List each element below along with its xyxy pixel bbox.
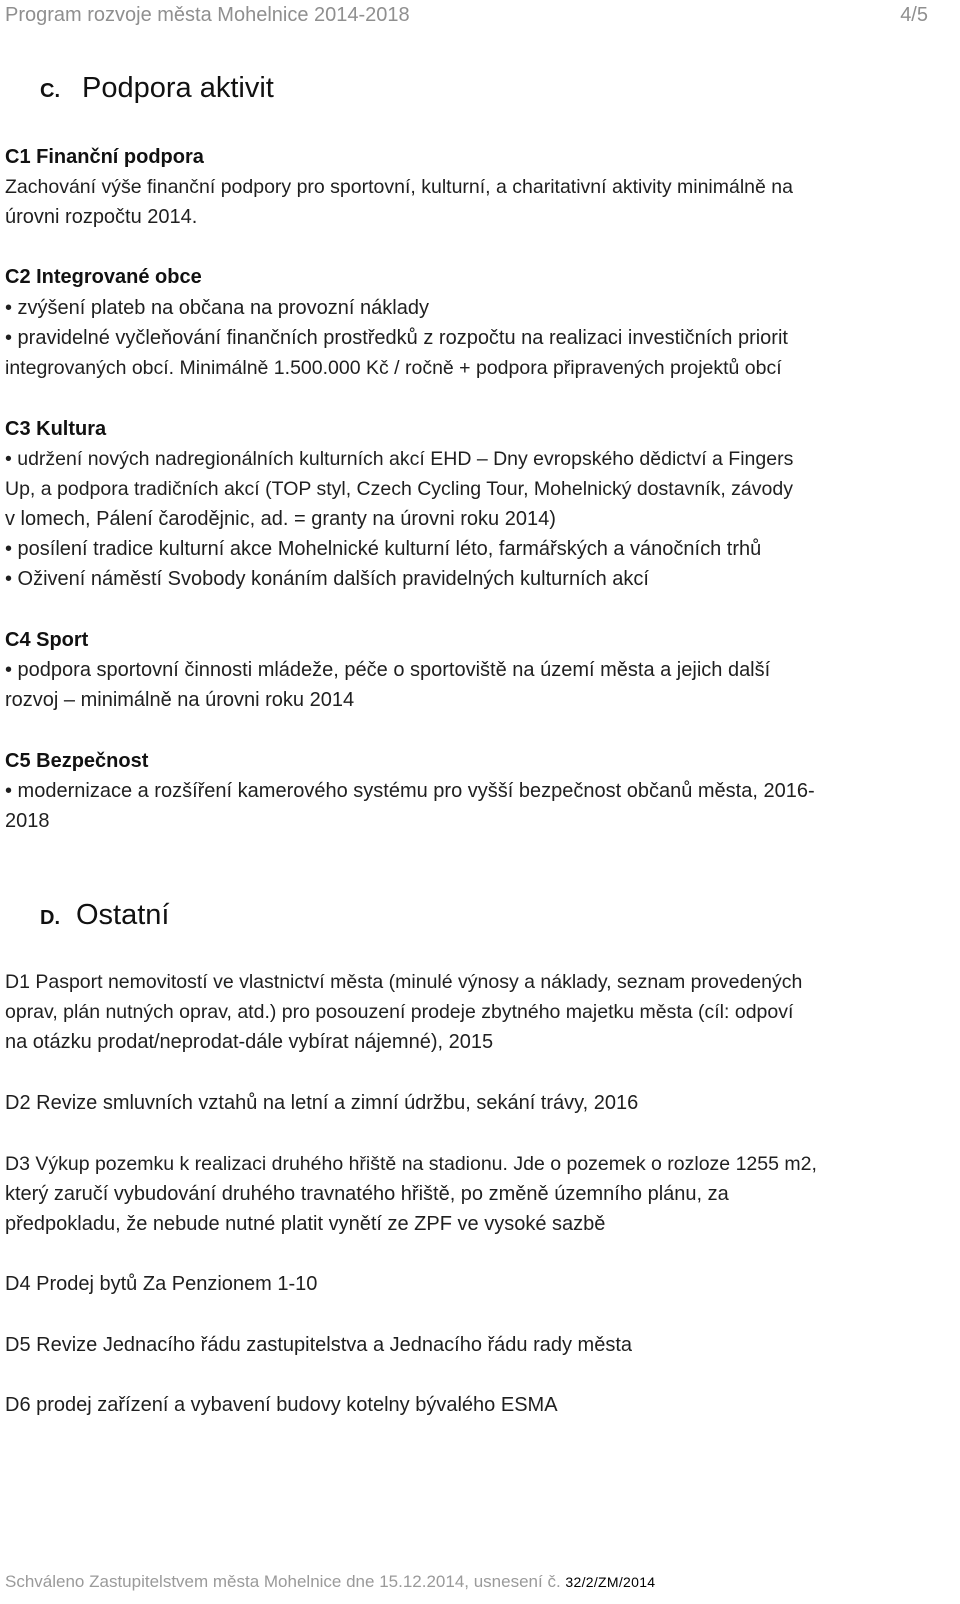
d1-line: D1 Pasport nemovitostí ve vlastnictví města (minulé výnosy a náklady, seznam provedených <box>5 971 803 993</box>
d6-line: D6 prodej zařízení a vybavení budovy kotelny bývalého ESMA <box>5 1394 558 1416</box>
section-d-heading <box>40 899 170 932</box>
c4-heading: C4 Sport <box>5 629 89 651</box>
c4-line: • podpora sportovní činnosti mládeže, péče o sportoviště na území města a jejich další <box>5 659 771 681</box>
c2-line: • zvýšení plateb na občana na provozní náklady <box>5 297 429 319</box>
c3-line: Up, a podpora tradičních akcí (TOP styl, Czech Cycling Tour, Mohelnický dostavník, závody <box>5 478 793 500</box>
page-number: 4/5 <box>900 4 928 26</box>
c3-heading: C3 Kultura <box>5 418 107 440</box>
c3-line: • udržení nových nadregionálních kulturních akcí EHD – Dny evropského dědictví a Fingers <box>5 448 794 470</box>
c3-line: • posílení tradice kulturní akce Mohelnické kulturní léto, farmářských a vánočních trhů <box>5 538 762 560</box>
document-header-title: Program rozvoje města Mohelnice 2014-2018 <box>5 4 410 26</box>
c5-heading: C5 Bezpečnost <box>5 750 149 772</box>
c4-line: rozvoj – minimálně na úrovni roku 2014 <box>5 689 355 711</box>
c5-line: • modernizace a rozšíření kamerového systému pro vyšší bezpečnost občanů města, 2016- <box>5 780 815 802</box>
section-d-title: Ostatní <box>76 899 170 931</box>
footer-approval-text: Schváleno Zastupitelstvem města Mohelnice dne 15.12.2014, usnesení č. <box>5 1572 561 1591</box>
d3-line: předpokladu, že nebude nutné platit vynětí ze ZPF ve vysoké sazbě <box>5 1213 606 1235</box>
d1-line: na otázku prodat/neprodat-dále vybírat nájemné), 2015 <box>5 1031 494 1053</box>
d4-line: D4 Prodej bytů Za Penzionem 1-10 <box>5 1273 318 1295</box>
d2-line: D2 Revize smluvních vztahů na letní a zimní údržbu, sekání trávy, 2016 <box>5 1092 639 1114</box>
c3-line: • Oživení náměstí Svobody konáním dalších pravidelných kulturních akcí <box>5 568 649 590</box>
c1-heading: C1 Finanční podpora <box>5 146 204 168</box>
section-c-letter: C. <box>40 80 60 102</box>
c1-line: úrovni rozpočtu 2014. <box>5 206 198 228</box>
c5-line: 2018 <box>5 810 50 832</box>
section-c-title: Podpora aktivit <box>82 72 274 104</box>
d5-line: D5 Revize Jednacího řádu zastupitelstva a Jednacího řádu rady města <box>5 1334 633 1356</box>
section-d-letter: D. <box>40 907 60 929</box>
c2-line: • pravidelné vyčleňování finančních prostředků z rozpočtu na realizaci investičních priorit <box>5 327 788 349</box>
resolution-number: 32/2/ZM/2014 <box>565 1574 656 1590</box>
document-footer <box>5 1572 655 1592</box>
d1-line: oprav, plán nutných oprav, atd.) pro posouzení prodeje zbytného majetku města (cíl: odpoví <box>5 1001 794 1023</box>
c1-line: Zachování výše finanční podpory pro sportovní, kulturní, a charitativní aktivity minimálně na <box>5 176 793 198</box>
d3-line: D3 Výkup pozemku k realizaci druhého hřiště na stadionu. Jde o pozemek o rozloze 1255 m2, <box>5 1153 817 1175</box>
c3-line: v lomech, Pálení čarodějnic, ad. = granty na úrovni roku 2014) <box>5 508 556 530</box>
section-c-heading <box>40 72 274 105</box>
c2-line: integrovaných obcí. Minimálně 1.500.000 Kč / ročně + podpora připravených projektů obcí <box>5 357 782 379</box>
c2-heading: C2 Integrované obce <box>5 266 202 288</box>
d3-line: který zaručí vybudování druhého travnatého hřiště, po změně územního plánu, za <box>5 1183 729 1205</box>
